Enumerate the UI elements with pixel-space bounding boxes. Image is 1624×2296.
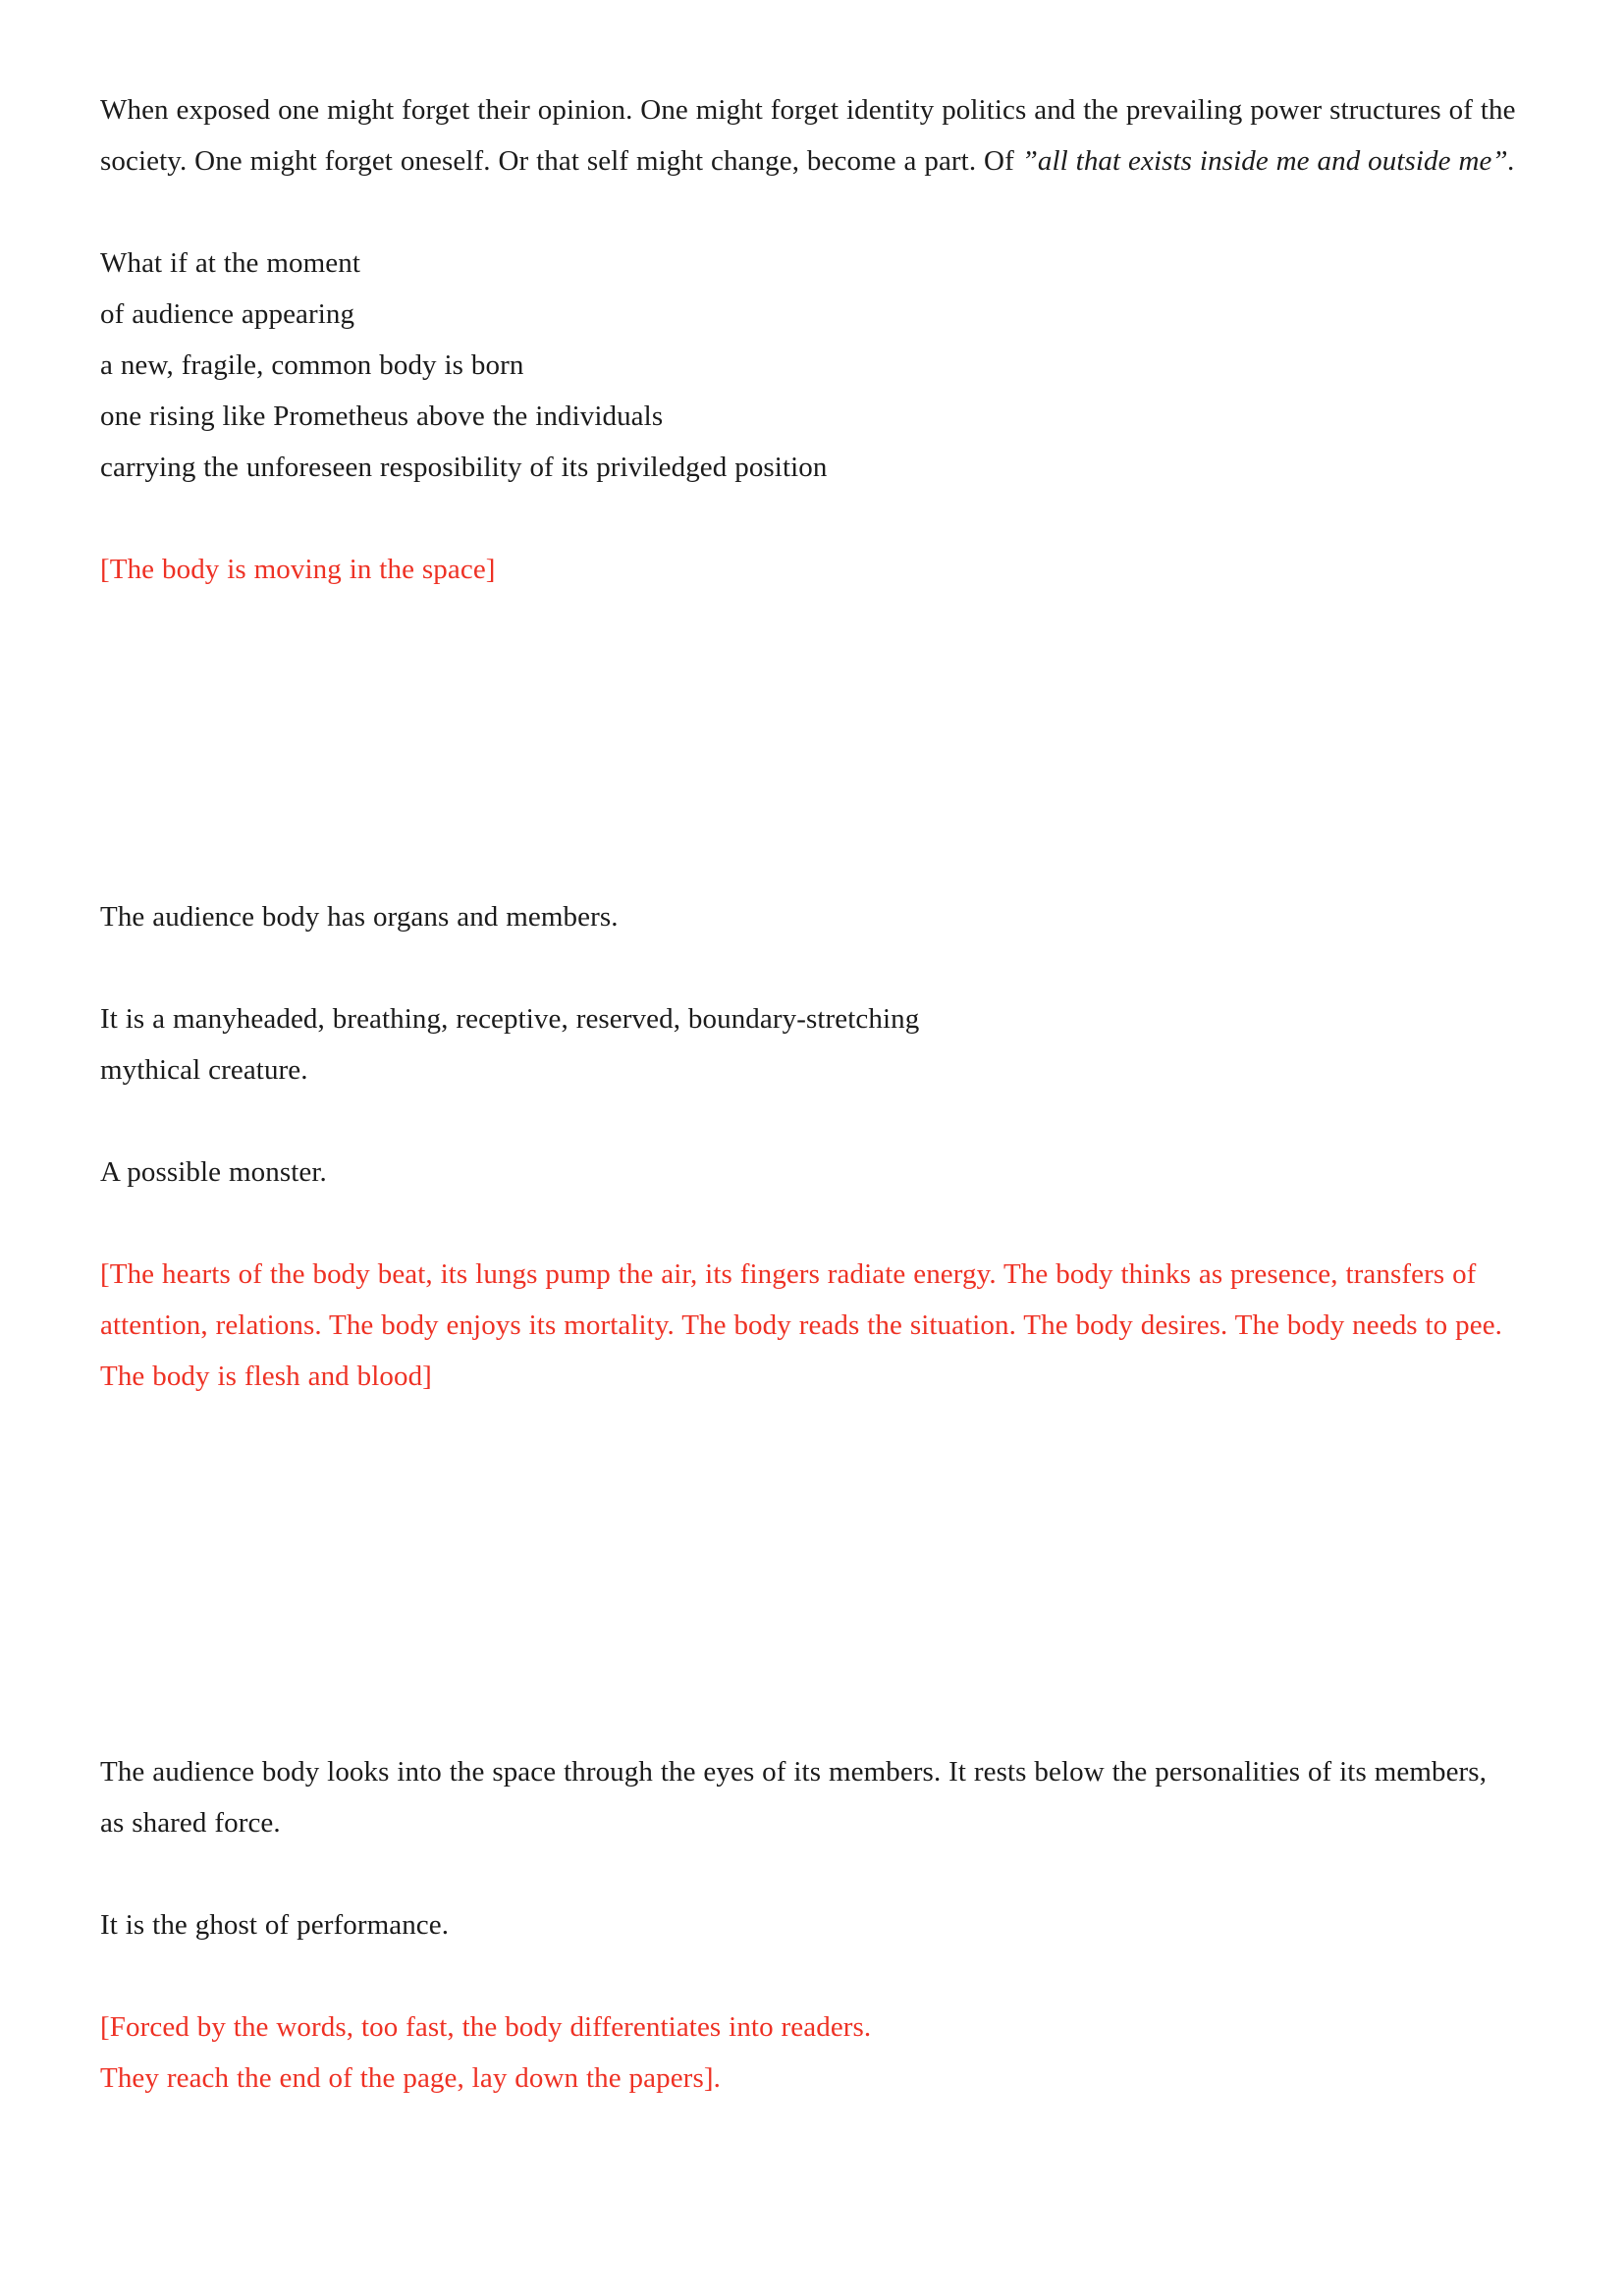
poem-stanza: What if at the moment of audience appearing a new, fragile, common body is born one rising like Prometheus above the individuals carrying the unforeseen resposibility of its priviledged position: [100, 247, 828, 483]
intro-paragraph: [100, 84, 1516, 187]
document-body: [100, 84, 1516, 2104]
italic-text-segment: ”all that exists inside me and outside me”.: [1021, 145, 1516, 177]
stage-direction-hearts: [100, 1249, 1516, 1402]
ghost-paragraph: [100, 1746, 1516, 1848]
ghost-line: It is the ghost of performance.: [100, 1909, 450, 1941]
monster-line: A possible monster.: [100, 1156, 327, 1188]
stage-direction-moving: [The body is moving in the space]: [100, 554, 496, 585]
manyheaded-lines: It is a manyheaded, breathing, receptive, reserved, boundary-stretching mythical creature.: [100, 1003, 920, 1086]
text-segment: The audience body looks into the space through the eyes of its members. It rests below the personalities of its members, as shared force.: [100, 1756, 1488, 1839]
text-segment: When exposed one might forget their opinion. One might forget identity politics and the prevailing power structures of the society. One might forget oneself. Or that self might change, become a part. Of: [100, 94, 1516, 177]
text-segment: [The hearts of the body beat, its lungs pump the air, its fingers radiate energy. The body thinks as presence, transfers of attention, relations. The body enjoys its mortality. The body reads the situation. The body desires. The body needs to pee. The body is flesh and blood]: [100, 1258, 1503, 1392]
organs-line: The audience body has organs and members.: [100, 901, 619, 933]
stage-direction-readers: [Forced by the words, too fast, the body differentiates into readers. They reach the end of the page, lay down the papers].: [100, 2011, 872, 2094]
